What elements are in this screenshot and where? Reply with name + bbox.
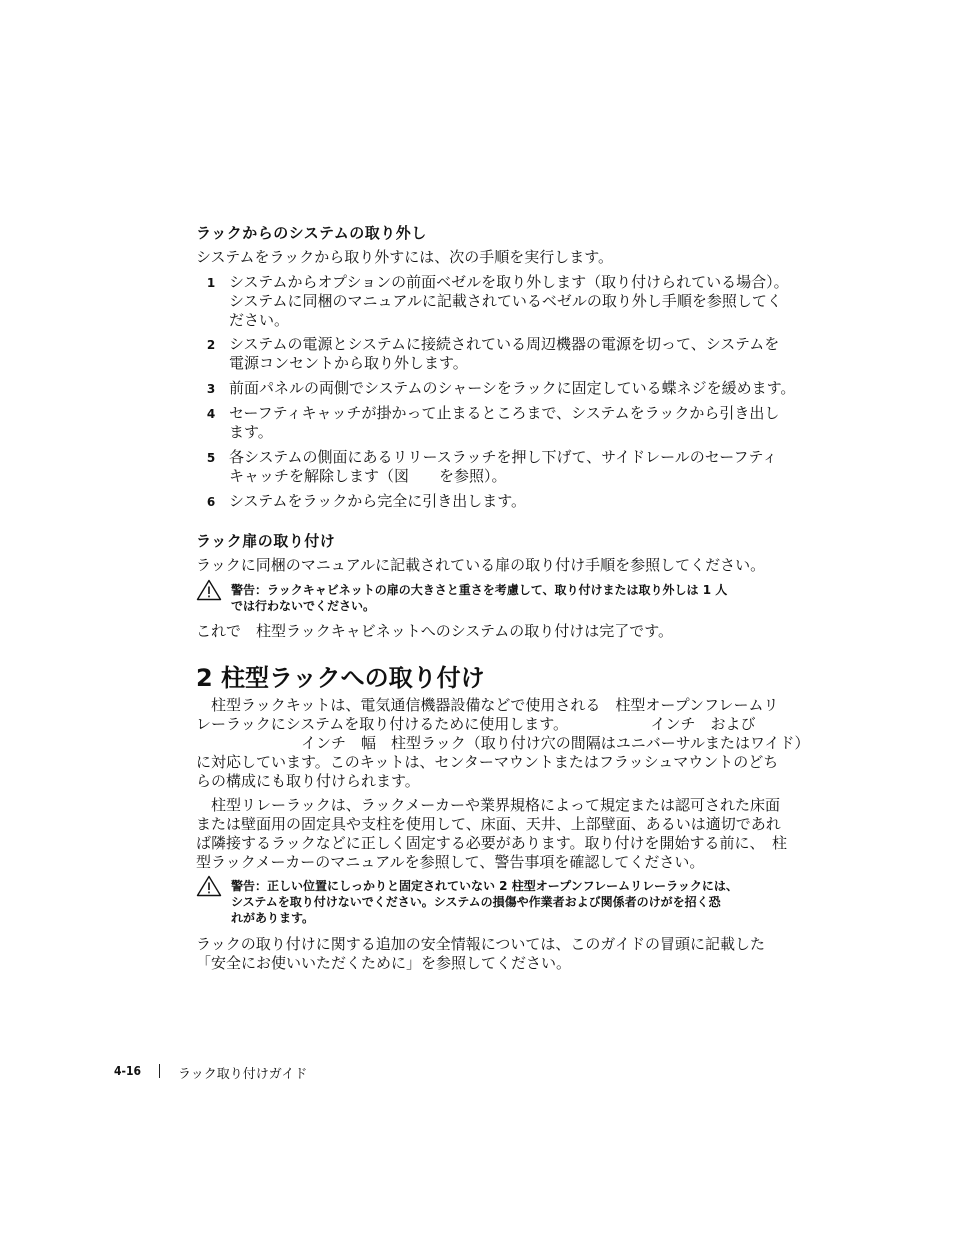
footer-title: ラック取り付けガイド — [178, 1067, 308, 1082]
step-number: 1 — [206, 276, 216, 290]
paragraph-relay-rack: 柱型リレーラックは、ラックメーカーや業界規格によって規定または認可された床面 または壁面用の固定具や支柱を使用して、床面、天井、上部壁面、あるいは適切であれ ば隣接するラックなどに正しく固定する必要があります。取り付けを開始する前に、 柱 型ラックメーカーのマニュアルを参照して、警告事項を確認してください。 — [196, 796, 788, 871]
section-heading-door: ラック扉の取り付け — [196, 532, 336, 550]
closing-text: ラックの取り付けに関する追加の安全情報については、このガイドの冒頭に記載した 「安全にお使いいただくために」を参照してください。 — [196, 935, 765, 972]
footer-divider — [159, 1064, 160, 1078]
warning-text: 警告：ラックキャビネットの扉の大きさと重さを考慮して、取り付けまたは取り外しは 1 人 では行わないでください。 — [231, 583, 728, 613]
step-text: 各システムの側面にあるリリースラッチを押し下げて、サイドレールのセーフティ キャッチを解除します（図 を参照）。 — [229, 448, 778, 485]
door-text: ラックに同梱のマニュアルに記載されている扉の取り付け手順を参照してください。 — [196, 556, 766, 574]
step-text: システムをラックから完全に引き出します。 — [229, 492, 527, 510]
step-text: セーフティキャッチが掛かって止まるところまで、システムをラックから引き出し ます。 — [229, 404, 780, 441]
step-text: システムからオプションの前面ベゼルを取り外します（取り付けられている場合）。 システムに同梱のマニュアルに記載されているベゼルの取り外し手順を参照してく ださい。 — [229, 273, 789, 329]
step-number: 4 — [206, 407, 216, 421]
intro-text: システムをラックから取り外すには、次の手順を実行します。 — [196, 248, 614, 266]
step-number: 2 — [206, 338, 216, 352]
chapter-heading: 2 柱型ラックへの取り付け — [196, 664, 485, 692]
section-heading-remove: ラックからのシステムの取り外し — [196, 224, 427, 242]
step-number: 6 — [206, 495, 216, 509]
page-number: 4-16 — [114, 1064, 142, 1078]
step-number: 5 — [206, 451, 216, 465]
step-number: 3 — [206, 382, 216, 396]
warning-triangle-icon — [196, 875, 222, 897]
step-text: 前面パネルの両側でシステムのシャーシをラックに固定している蝶ネジを緩めます。 — [229, 379, 796, 397]
paragraph-kit: 柱型ラックキットは、電気通信機器設備などで使用される 柱型オープンフレームリ レーラックにシステムを取り付けるために使用します。 インチ および インチ 幅 柱型ラック（取り付け穴の間隔はユニバーサルまたはワイド） に対応しています。このキットは、センターマウントまたはフラッシュマウントのどち らの構成にも取り付けられます。 — [196, 696, 810, 790]
warning-triangle-icon — [196, 579, 222, 601]
warning-text: 警告：正しい位置にしっかりと固定されていない 2 柱型オープンフレームリレーラックには、 システムを取り付けないでください。システムの損傷や作業者および関係者のけがを招く恐 れがあります。 — [231, 879, 738, 925]
conclusion-text: これで 柱型ラックキャビネットへのシステムの取り付けは完了です。 — [196, 622, 674, 640]
step-text: システムの電源とシステムに接続されている周辺機器の電源を切って、システムを 電源コンセントから取り外します。 — [229, 335, 780, 372]
